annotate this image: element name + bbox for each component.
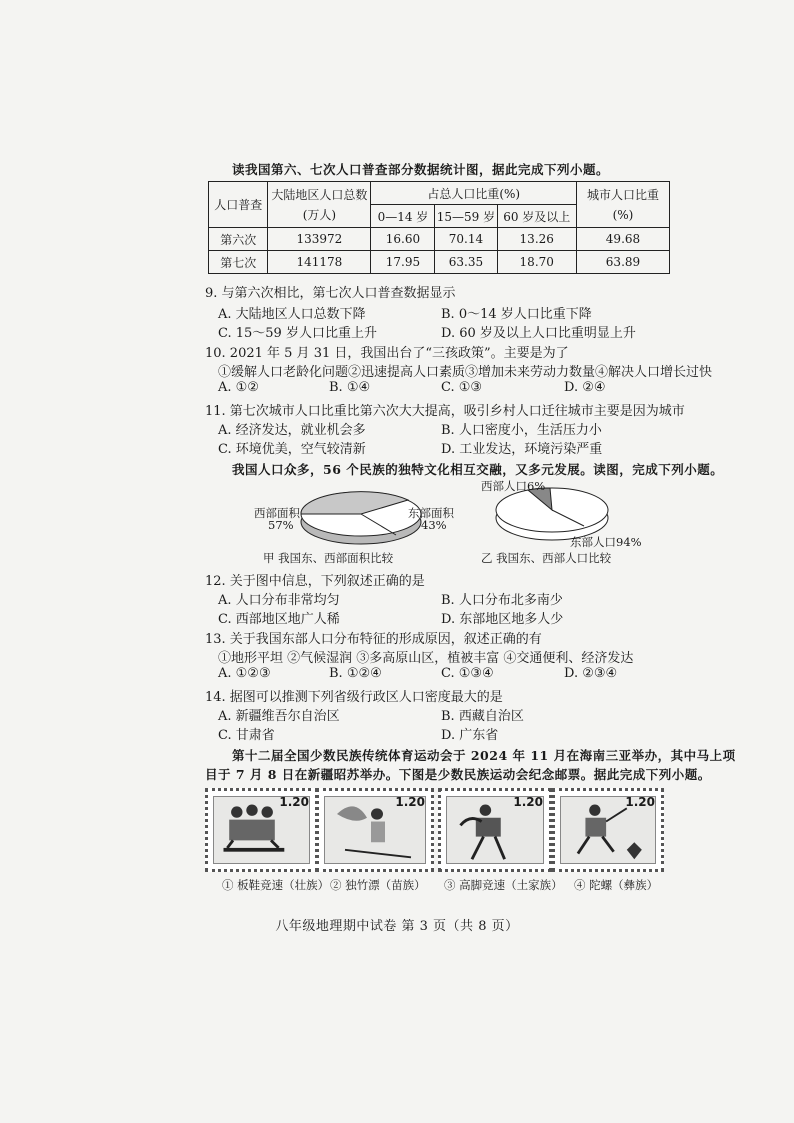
q14-stem: 14. 据图可以推测下列省级行政区人口密度最大的是 [205,690,503,705]
q10-stem: 10. 2021 年 5 月 31 日，我国出台了“三孩政策”。主要是为了 [205,346,569,361]
intro-games-line1: 第十二届全国少数民族传统体育运动会于 2024 年 11 月在海南三亚举办，其中马上项 [232,748,736,763]
east-area-label: 东部面积 [408,506,454,520]
q13-option-d[interactable]: D. ②③④ [564,666,618,681]
q9-option-c[interactable]: C. 15～59 岁人口比重上升 [218,326,377,341]
q14-option-d[interactable]: D. 广东省 [441,728,499,743]
stamp-4-caption: ④ 陀螺（彝族） [574,878,659,892]
q11-stem: 11. 第七次城市人口比重比第六次大大提高，吸引乡村人口迁往城市主要是因为城市 [205,404,685,419]
stamp-1-denomination: 1.20 [279,795,309,809]
stamp-1 [205,788,318,872]
cell: 63.35 [435,251,497,274]
q10-items: ①缓解人口老龄化问题②迅速提高人口素质③增加未来劳动力数量④解决人口增长过快 [218,365,713,380]
q9-option-d[interactable]: D. 60 岁及以上人口比重明显上升 [441,326,636,341]
east-area-pct: 43% [421,518,447,532]
q10-option-a[interactable]: A. ①② [218,380,259,395]
intro-census: 读我国第六、七次人口普查部分数据统计图，据此完成下列小题。 [232,162,610,177]
stamp-2 [316,788,434,872]
stamp-4-denomination: 1.20 [625,795,655,809]
q9-stem: 9. 与第六次相比，第七次人口普查数据显示 [205,286,456,301]
th-total-text: 大陆地区人口总数(万人) [271,187,368,222]
q10-option-c[interactable]: C. ①③ [441,380,483,395]
cell: 第六次 [209,228,268,251]
cell: 第七次 [209,251,268,274]
west-pop-label: 西部人口6% [481,479,546,493]
west-area-pct: 57% [268,518,294,532]
q13-stem: 13. 关于我国东部人口分布特征的形成原因，叙述正确的有 [205,632,542,647]
cell: 141178 [268,251,371,274]
q12-option-d[interactable]: D. 东部地区地多人少 [441,612,564,627]
census-table [208,181,670,274]
q13-option-a[interactable]: A. ①②③ [218,666,271,681]
th-city: 城市人口比重(%) [576,182,669,228]
q13-option-c[interactable]: C. ①③④ [441,666,494,681]
east-pop-label: 东部人口94% [570,535,642,549]
q11-option-a[interactable]: A. 经济发达，就业机会多 [218,423,366,438]
q13-option-b[interactable]: B. ①②④ [329,666,382,681]
stamp-1-caption: ① 板鞋竞速（壮族） [222,878,330,892]
q11-option-c[interactable]: C. 环境优美，空气较清新 [218,442,366,457]
q14-option-a[interactable]: A. 新疆维吾尔自治区 [218,709,340,724]
cell: 49.68 [576,228,669,251]
cell: 16.60 [371,228,435,251]
q12-option-b[interactable]: B. 人口分布北多南少 [441,593,563,608]
stamp-3 [438,788,552,872]
cell: 18.70 [497,251,576,274]
stamp-2-caption: ② 独竹漂（苗族） [330,878,426,892]
cell: 63.89 [576,251,669,274]
cell: 133972 [268,228,371,251]
table-row [209,251,670,274]
cell: 13.26 [497,228,576,251]
q11-option-d[interactable]: D. 工业发达，环境污染严重 [441,442,603,457]
q10-option-b[interactable]: B. ①④ [329,380,371,395]
stamp-3-caption: ③ 高脚竞速（土家族） [444,878,563,892]
th-age2: 15—59 岁 [435,205,497,228]
q14-option-c[interactable]: C. 甘肃省 [218,728,275,743]
table-row [209,228,670,251]
intro-ethnic: 我国人口众多，56 个民族的独特文化相互交融，又多元发展。读图，完成下列小题。 [232,462,724,477]
q10-option-d[interactable]: D. ②④ [564,380,606,395]
q14-option-b[interactable]: B. 西藏自治区 [441,709,524,724]
q12-option-a[interactable]: A. 人口分布非常均匀 [218,593,340,608]
th-share: 占总人口比重(%) [371,182,577,205]
th-total [268,182,371,228]
q9-option-b[interactable]: B. 0～14 岁人口比重下降 [441,307,592,322]
intro-games-line2: 目于 7 月 8 日在新疆昭苏举办。下图是少数民族运动会纪念邮票。据此完成下列小题。 [205,767,711,782]
area-pie-chart [296,486,426,548]
th-age3: 60 岁及以上 [497,205,576,228]
q9-option-a[interactable]: A. 大陆地区人口总数下降 [218,307,366,322]
stamp-4 [552,788,664,872]
q12-stem: 12. 关于图中信息，下列叙述正确的是 [205,574,425,589]
west-area-label: 西部面积 [254,506,300,520]
pie1-caption: 甲 我国东、西部面积比较 [263,551,394,565]
cell: 70.14 [435,228,497,251]
cell: 17.95 [371,251,435,274]
th-age1: 0—14 岁 [371,205,435,228]
pie2-caption: 乙 我国东、西部人口比较 [481,551,612,565]
page-footer: 八年级地理期中试卷 第 3 页（共 8 页） [275,919,519,934]
stamp-2-denomination: 1.20 [395,795,425,809]
th-census: 人口普查 [209,182,268,228]
q13-items: ①地形平坦 ②气候湿润 ③多高原山区，植被丰富 ④交通便利、经济发达 [218,651,634,666]
q12-option-c[interactable]: C. 西部地区地广人稀 [218,612,340,627]
q11-option-b[interactable]: B. 人口密度小，生活压力小 [441,423,602,438]
stamp-3-denomination: 1.20 [513,795,543,809]
